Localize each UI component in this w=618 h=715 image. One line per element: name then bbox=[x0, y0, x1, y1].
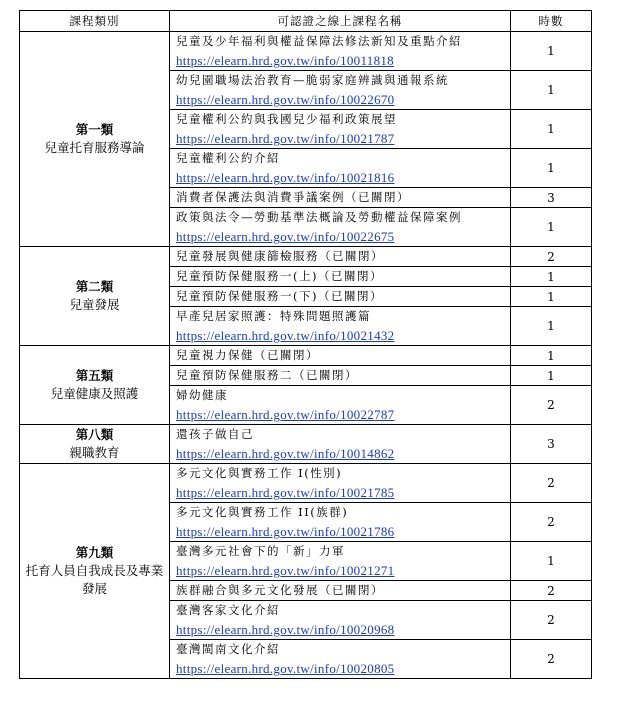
category-title: 第五類 bbox=[75, 368, 114, 383]
course-hours: 1 bbox=[511, 267, 592, 287]
course-cell bbox=[170, 247, 511, 267]
header-hours: 時數 bbox=[511, 11, 592, 32]
course-cell bbox=[170, 581, 511, 601]
course-hours: 2 bbox=[511, 640, 592, 679]
category-title: 第一類 bbox=[75, 122, 114, 137]
course-hours: 1 bbox=[511, 32, 592, 71]
course-name: 還孩子做自己 bbox=[176, 427, 254, 441]
course-hours: 2 bbox=[511, 581, 592, 601]
course-cell bbox=[170, 307, 511, 346]
header-category: 課程類別 bbox=[20, 11, 170, 32]
course-link[interactable]: https://elearn.hrd.gov.tw/info/10014862 bbox=[176, 446, 395, 461]
course-name: 族群融合與多元文化發展（已關閉） bbox=[176, 583, 384, 597]
course-cell bbox=[170, 110, 511, 149]
category-subtitle: 托育人員自我成長及專業發展 bbox=[25, 563, 164, 596]
course-name: 多元文化與實務工作 I(性別) bbox=[176, 466, 343, 480]
table-row bbox=[20, 247, 592, 267]
course-hours: 1 bbox=[511, 287, 592, 307]
course-cell bbox=[170, 208, 511, 247]
course-link[interactable]: https://elearn.hrd.gov.tw/info/10020805 bbox=[176, 661, 395, 676]
course-cell bbox=[170, 149, 511, 188]
course-name: 多元文化與實務工作 II(族群) bbox=[176, 505, 349, 519]
course-link[interactable]: https://elearn.hrd.gov.tw/info/10022787 bbox=[176, 407, 395, 422]
table-row bbox=[20, 32, 592, 71]
category-subtitle: 兒童發展 bbox=[69, 297, 120, 312]
course-cell bbox=[170, 640, 511, 679]
course-link[interactable]: https://elearn.hrd.gov.tw/info/10022675 bbox=[176, 229, 395, 244]
course-name: 兒童及少年福利與權益保障法修法新知及重點介紹 bbox=[176, 34, 462, 48]
course-name: 婦幼健康 bbox=[176, 388, 228, 402]
course-cell bbox=[170, 188, 511, 208]
course-hours: 3 bbox=[511, 425, 592, 464]
course-link[interactable]: https://elearn.hrd.gov.tw/info/10021816 bbox=[176, 170, 395, 185]
category-cell bbox=[20, 346, 170, 425]
table-row bbox=[20, 346, 592, 366]
course-cell bbox=[170, 464, 511, 503]
table-header-row bbox=[20, 11, 592, 32]
course-name: 兒童權利公約與我國兒少福利政策展望 bbox=[176, 112, 397, 126]
course-cell bbox=[170, 601, 511, 640]
course-hours: 1 bbox=[511, 208, 592, 247]
table-row bbox=[20, 425, 592, 464]
course-hours: 1 bbox=[511, 149, 592, 188]
course-link[interactable]: https://elearn.hrd.gov.tw/info/10011818 bbox=[176, 53, 394, 68]
course-name: 兒童權利公約介紹 bbox=[176, 151, 280, 165]
course-name: 兒童預防保健服務一(上)（已關閉） bbox=[176, 269, 383, 283]
course-hours: 2 bbox=[511, 386, 592, 425]
course-cell bbox=[170, 386, 511, 425]
course-hours: 2 bbox=[511, 247, 592, 267]
category-subtitle: 親職教育 bbox=[69, 445, 120, 460]
course-name: 兒童發展與健康篩檢服務（已關閉） bbox=[176, 249, 384, 263]
course-name: 兒童預防保健服務一(下)（已關閉） bbox=[176, 289, 383, 303]
course-hours: 2 bbox=[511, 601, 592, 640]
category-subtitle: 兒童健康及照護 bbox=[50, 386, 139, 401]
course-name: 早產兒居家照護：特殊問題照護篇 bbox=[176, 309, 371, 323]
category-cell bbox=[20, 464, 170, 679]
course-cell bbox=[170, 425, 511, 464]
category-cell bbox=[20, 32, 170, 247]
course-cell bbox=[170, 346, 511, 366]
category-title: 第八類 bbox=[75, 427, 114, 442]
course-link[interactable]: https://elearn.hrd.gov.tw/info/10022670 bbox=[176, 92, 395, 107]
header-course-name: 可認證之線上課程名稱 bbox=[170, 11, 511, 32]
category-cell bbox=[20, 425, 170, 464]
course-hours: 1 bbox=[511, 542, 592, 581]
table-row bbox=[20, 464, 592, 503]
course-name: 幼兒園職場法治教育—脆弱家庭辨識與通報系統 bbox=[176, 73, 449, 87]
course-name: 政策與法令—勞動基準法概論及勞動權益保障案例 bbox=[176, 210, 462, 224]
course-cell bbox=[170, 366, 511, 386]
course-name: 臺灣客家文化介紹 bbox=[176, 603, 280, 617]
course-hours: 1 bbox=[511, 307, 592, 346]
category-title: 第九類 bbox=[75, 545, 114, 560]
course-link[interactable]: https://elearn.hrd.gov.tw/info/10021271 bbox=[176, 563, 395, 578]
course-name: 兒童預防保健服務二（已關閉） bbox=[176, 368, 358, 382]
category-cell bbox=[20, 247, 170, 346]
table-body bbox=[20, 32, 592, 679]
course-name: 臺灣多元社會下的「新」力軍 bbox=[176, 544, 345, 558]
course-cell bbox=[170, 542, 511, 581]
course-link[interactable]: https://elearn.hrd.gov.tw/info/10021785 bbox=[176, 485, 395, 500]
category-title: 第二類 bbox=[75, 279, 114, 294]
course-cell bbox=[170, 267, 511, 287]
course-cell bbox=[170, 32, 511, 71]
course-hours: 1 bbox=[511, 110, 592, 149]
course-cell bbox=[170, 503, 511, 542]
course-link[interactable]: https://elearn.hrd.gov.tw/info/10021787 bbox=[176, 131, 395, 146]
course-table bbox=[19, 10, 592, 679]
course-name: 消費者保護法與消費爭議案例（已關閉） bbox=[176, 190, 410, 204]
course-hours: 2 bbox=[511, 464, 592, 503]
category-subtitle: 兒童托育服務導論 bbox=[44, 140, 145, 155]
course-hours: 1 bbox=[511, 71, 592, 110]
course-name: 兒童視力保健（已關閉） bbox=[176, 348, 319, 362]
course-name: 臺灣閩南文化介紹 bbox=[176, 642, 280, 656]
course-hours: 2 bbox=[511, 503, 592, 542]
course-link[interactable]: https://elearn.hrd.gov.tw/info/10021432 bbox=[176, 328, 395, 343]
course-hours: 1 bbox=[511, 346, 592, 366]
course-hours: 3 bbox=[511, 188, 592, 208]
course-cell bbox=[170, 71, 511, 110]
course-hours: 1 bbox=[511, 366, 592, 386]
course-cell bbox=[170, 287, 511, 307]
course-link[interactable]: https://elearn.hrd.gov.tw/info/10021786 bbox=[176, 524, 395, 539]
course-link[interactable]: https://elearn.hrd.gov.tw/info/10020968 bbox=[176, 622, 395, 637]
